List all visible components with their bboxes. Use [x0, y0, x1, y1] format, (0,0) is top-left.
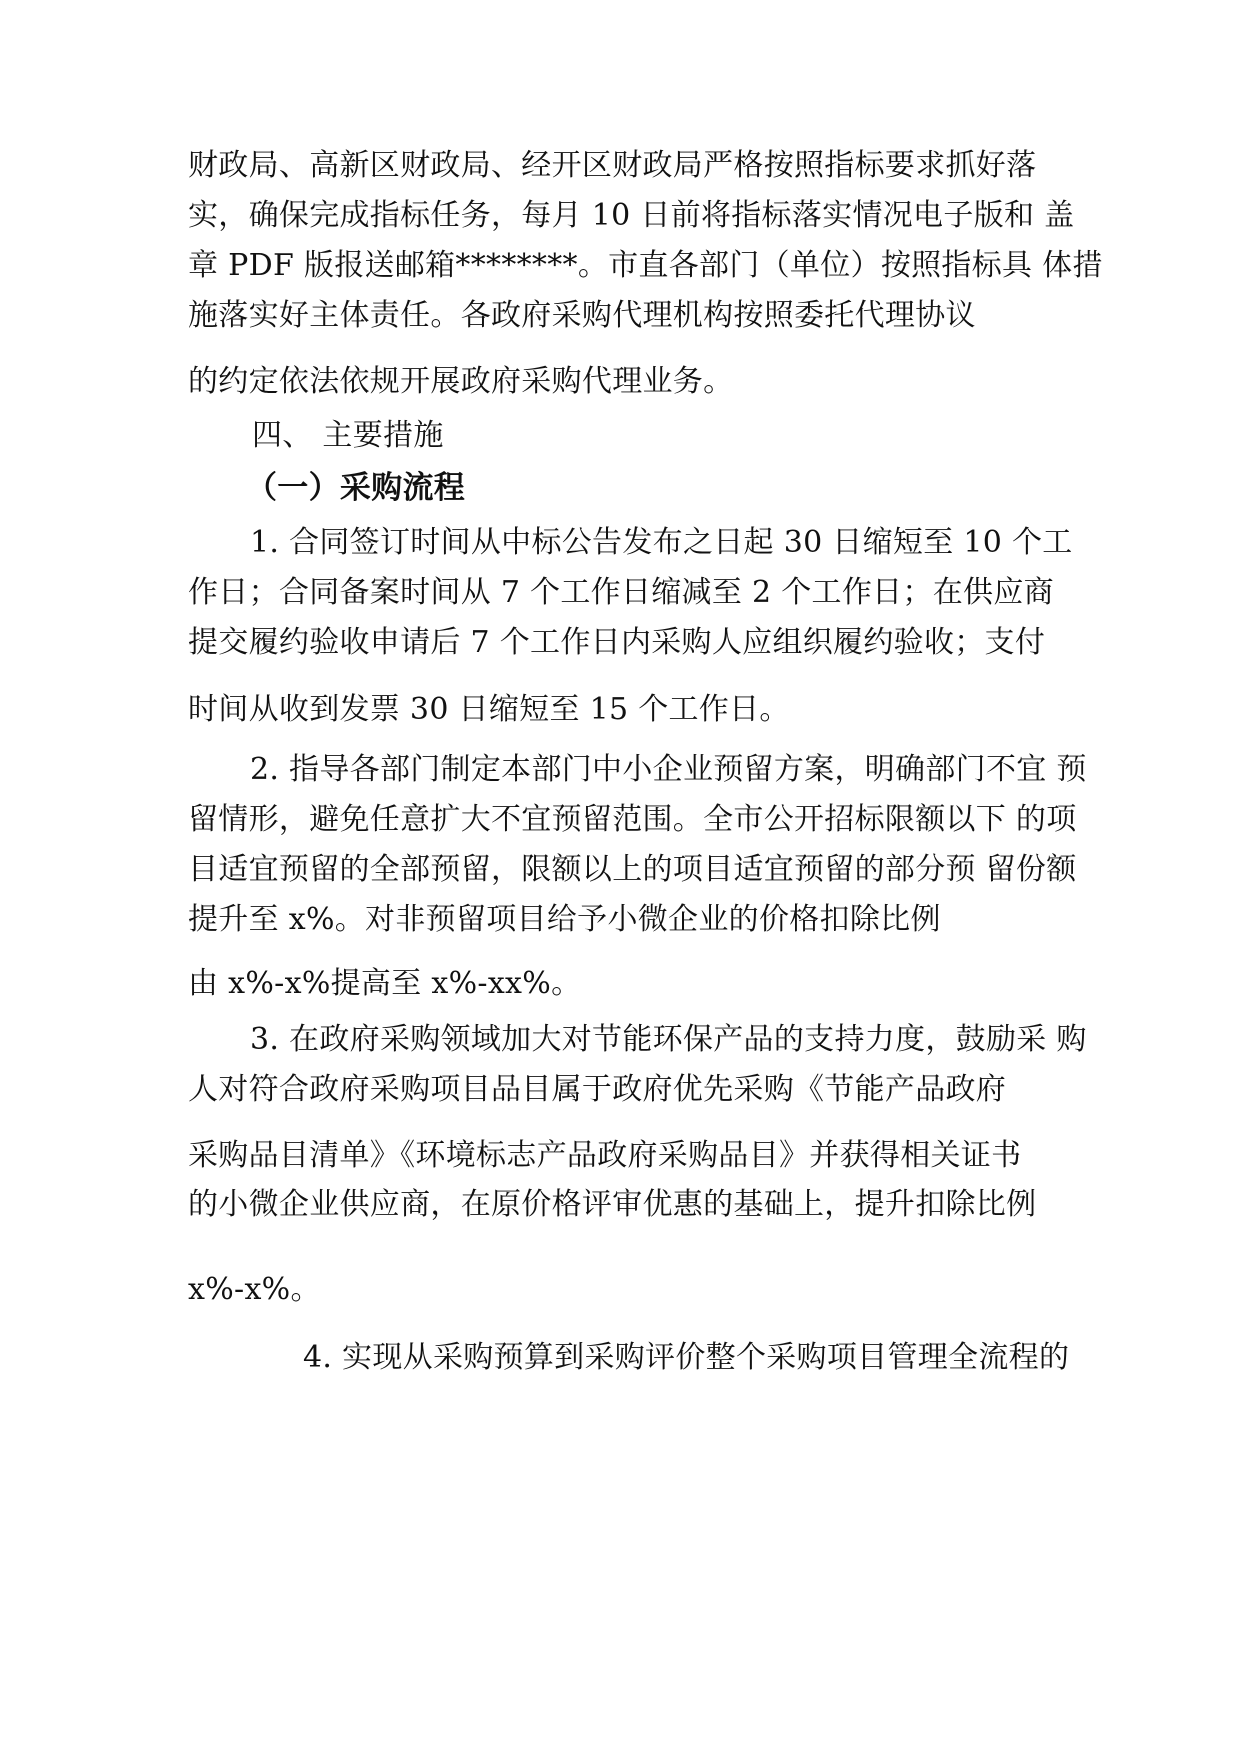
subsection-heading: （一）采购流程 — [246, 470, 466, 506]
body-text-line: 采购品目清单》《环境标志产品政府采购品目》并获得相关证书 — [188, 1138, 1022, 1173]
paragraph-1-start: 1. 合同签订时间从中标公告发布之日起 30 日缩短至 10 个工 — [250, 525, 1073, 560]
body-text-line: 章 PDF 版报送邮箱********。市直各部门（单位）按照指标具 体措 — [188, 248, 1103, 283]
body-text-line: 财政局、高新区财政局、经开区财政局严格按照指标要求抓好落 — [188, 148, 1037, 183]
body-text-line: 的约定依法依规开展政府采购代理业务。 — [188, 364, 734, 399]
body-text-line: 提升至 x%。对非预留项目给予小微企业的价格扣除比例 — [188, 902, 941, 937]
body-text-line: 由 x%-x%提高至 x%-xx%。 — [188, 966, 582, 1001]
paragraph-2-start: 2. 指导各部门制定本部门中小企业预留方案，明确部门不宜 预 — [250, 752, 1087, 787]
body-text-line: 实，确保完成指标任务，每月 10 日前将指标落实情况电子版和 盖 — [188, 198, 1075, 233]
body-text-line: 作日；合同备案时间从 7 个工作日缩减至 2 个工作日；在供应商 — [188, 575, 1054, 610]
body-text-line: x%-x%。 — [188, 1272, 321, 1307]
body-text-line: 时间从收到发票 30 日缩短至 15 个工作日。 — [188, 692, 790, 727]
paragraph-4-start: 4. 实现从采购预算到采购评价整个采购项目管理全流程的 — [303, 1340, 1070, 1375]
body-text-line: 施落实好主体责任。各政府采购代理机构按照委托代理协议 — [188, 298, 976, 333]
body-text-line: 目适宜预留的全部预留，限额以上的项目适宜预留的部分预 留份额 — [188, 852, 1077, 887]
body-text-line: 人对符合政府采购项目品目属于政府优先采购《节能产品政府 — [188, 1072, 1007, 1107]
body-text-line: 提交履约验收申请后 7 个工作日内采购人应组织履约验收；支付 — [188, 625, 1046, 660]
section-heading: 四、 主要措施 — [252, 418, 444, 453]
paragraph-3-start: 3. 在政府采购领域加大对节能环保产品的支持力度，鼓励采 购 — [250, 1022, 1087, 1057]
body-text-line: 的小微企业供应商，在原价格评审优惠的基础上，提升扣除比例 — [188, 1187, 1037, 1222]
body-text-line: 留情形，避免任意扩大不宜预留范围。全市公开招标限额以下 的项 — [188, 802, 1077, 837]
